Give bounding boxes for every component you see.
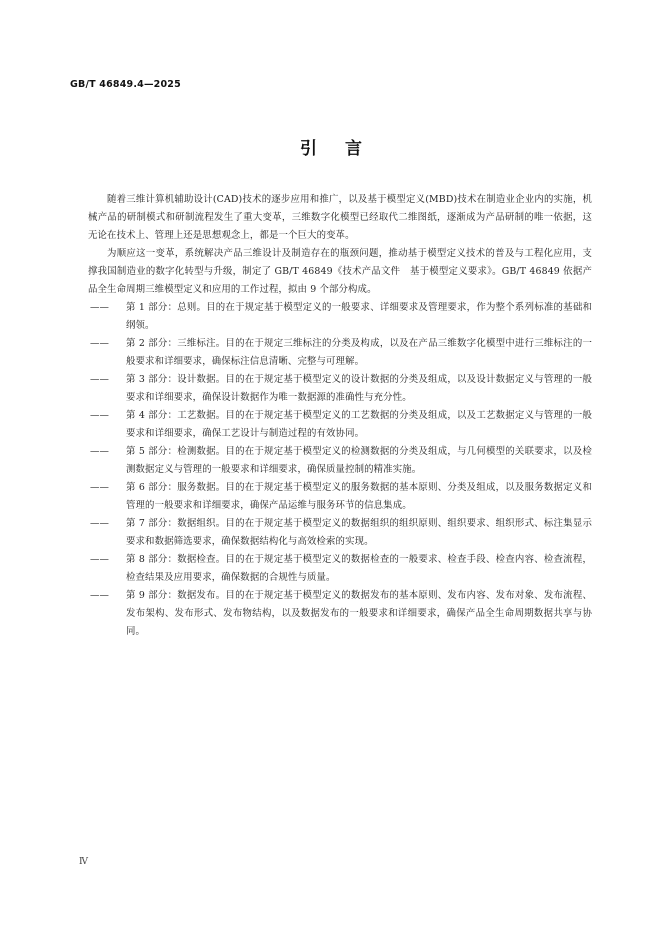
intro-paragraph: 为顺应这一变革，系统解决产品三维设计及制造存在的瓶颈问题，推动基于模型定义技术的普及与工程化应用，支撑我国制造业的数字化转型与升级，制定了 GB/T 46849《技术产品文件 基于模型定义要求》。GB/T 46849 依据产品全生命周期三维模型定义和应用的工作过程，拟由 9 个部分构成。 bbox=[88, 248, 592, 295]
em-dash-marker: —— bbox=[90, 374, 110, 385]
em-dash-marker: —— bbox=[90, 554, 110, 565]
part-list-item bbox=[88, 551, 592, 587]
part-description: 第 2 部分：三维标注。目的在于规定三维标注的分类及构成，以及在产品三维数字化模型中进行三维标注的一般要求和详细要求，确保标注信息清晰、完整与可理解。 bbox=[126, 338, 592, 367]
em-dash-marker: —— bbox=[90, 446, 110, 457]
part-description: 第 7 部分：数据组织。目的在于规定基于模型定义的数据组织的组织原则、组织要求、组织形式、标注集显示要求和数据筛选要求，确保数据结构化与高效检索的实现。 bbox=[126, 518, 592, 547]
part-description: 第 3 部分：设计数据。目的在于规定基于模型定义的设计数据的分类及组成，以及设计数据定义与管理的一般要求和详细要求，确保设计数据作为唯一数据源的准确性与充分性。 bbox=[126, 374, 592, 403]
page-number: Ⅳ bbox=[79, 857, 88, 867]
em-dash-marker: —— bbox=[90, 302, 110, 313]
part-list-item bbox=[88, 479, 592, 515]
part-description: 第 4 部分：工艺数据。目的在于规定基于模型定义的工艺数据的分类及组成，以及工艺数据定义与管理的一般要求和详细要求，确保工艺设计与制造过程的有效协同。 bbox=[126, 410, 592, 439]
part-list-item bbox=[88, 587, 592, 641]
document-body bbox=[88, 191, 592, 641]
document-identifier: GB/T 46849.4—2025 bbox=[70, 79, 181, 90]
part-description: 第 8 部分：数据检查。目的在于规定基于模型定义的数据检查的一般要求、检查手段、检查内容、检查流程，检查结果及应用要求，确保数据的合规性与质量。 bbox=[126, 554, 592, 583]
part-list-item bbox=[88, 443, 592, 479]
page-title: 引言 bbox=[300, 139, 390, 159]
part-description: 第 6 部分：服务数据。目的在于规定基于模型定义的服务数据的基本原则、分类及组成，以及服务数据定义和管理的一般要求和详细要求，确保产品运维与服务环节的信息集成。 bbox=[126, 482, 592, 511]
part-description: 第 9 部分：数据发布。目的在于规定基于模型定义的数据发布的基本原则、发布内容、发布对象、发布流程、发布架构、发布形式、发布物结构，以及数据发布的一般要求和详细要求，确保产品全生命周期数据共享与协同。 bbox=[126, 590, 592, 637]
part-list-item bbox=[88, 371, 592, 407]
intro-paragraph: 随着三维计算机辅助设计(CAD)技术的逐步应用和推广，以及基于模型定义(MBD)技术在制造业企业内的实施，机械产品的研制模式和研制流程发生了重大变革，三维数字化模型已经取代二维图纸，逐渐成为产品研制的唯一依据，这无论在技术上、管理上还是思想观念上，都是一个巨大的变革。 bbox=[88, 194, 592, 241]
em-dash-marker: —— bbox=[90, 590, 110, 601]
em-dash-marker: —— bbox=[90, 482, 110, 493]
part-list-item bbox=[88, 515, 592, 551]
part-list-item bbox=[88, 335, 592, 371]
em-dash-marker: —— bbox=[90, 410, 110, 421]
part-list-item bbox=[88, 299, 592, 335]
part-list-item bbox=[88, 407, 592, 443]
em-dash-marker: —— bbox=[90, 518, 110, 529]
em-dash-marker: —— bbox=[90, 338, 110, 349]
part-description: 第 5 部分：检测数据。目的在于规定基于模型定义的检测数据的分类及组成，与几何模型的关联要求，以及检测数据定义与管理的一般要求和详细要求，确保质量控制的精准实施。 bbox=[126, 446, 592, 475]
part-description: 第 1 部分：总则。目的在于规定基于模型定义的一般要求、详细要求及管理要求，作为整个系列标准的基础和纲领。 bbox=[126, 302, 592, 331]
